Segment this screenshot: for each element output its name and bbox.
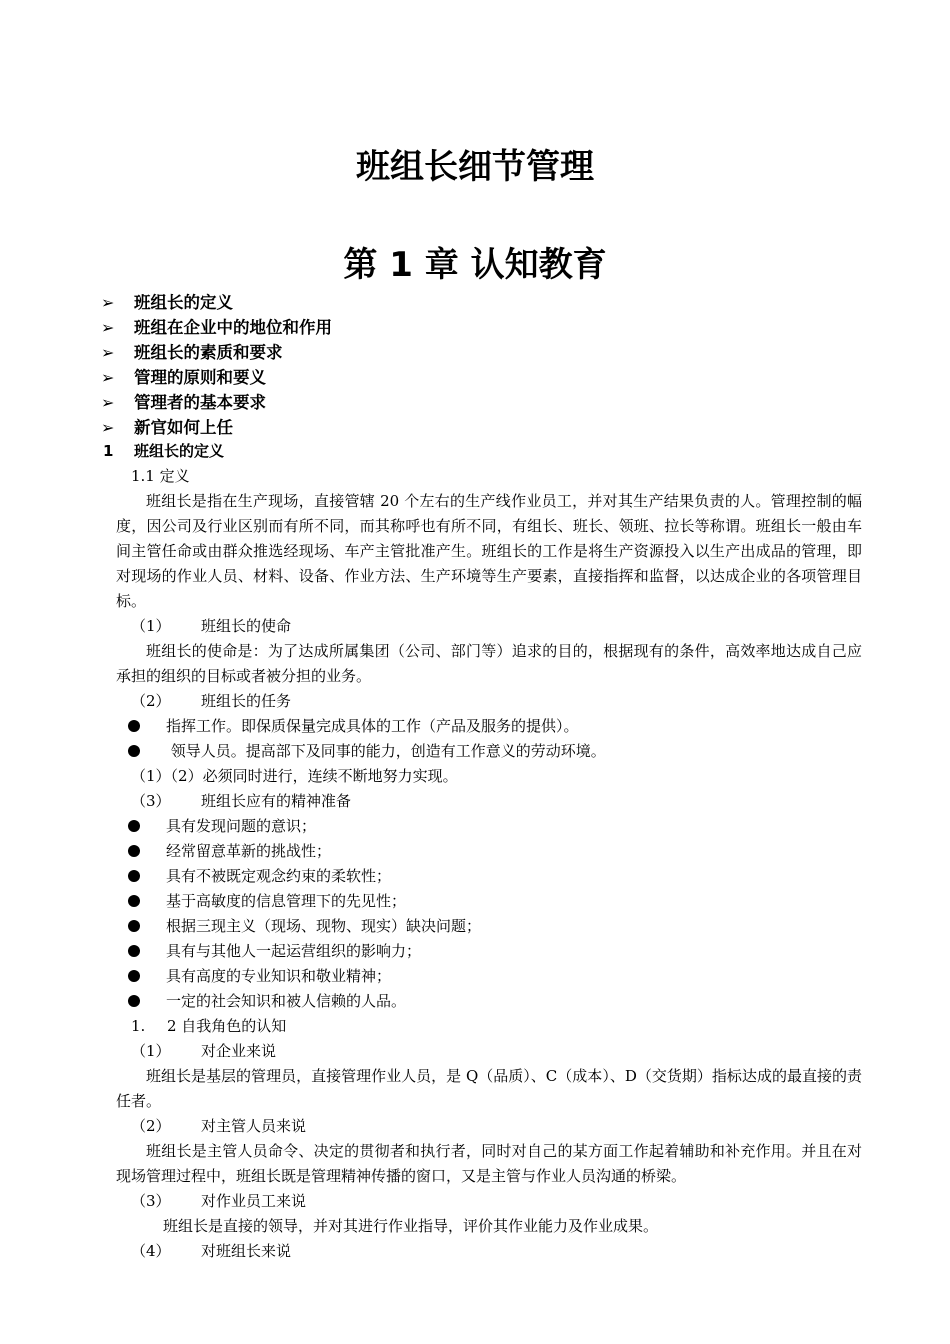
bullet-dot-icon bbox=[128, 870, 140, 882]
arrow-bullet-icon: ➢ bbox=[101, 368, 115, 387]
bullet-dot-icon bbox=[128, 945, 140, 957]
spirit-bullet: 经常留意革新的挑战性； bbox=[128, 839, 331, 864]
spirit-bullet: 根据三现主义（现场、现物、现实）缺决问题； bbox=[128, 914, 481, 939]
document-title: 班组长细节管理 bbox=[356, 147, 594, 187]
outline-item: ➢ 管理的原则和要义 bbox=[101, 365, 861, 390]
item-heading: （1） 对企业来说 bbox=[131, 1042, 277, 1060]
outline-item: ➢ 班组长的定义 bbox=[101, 290, 861, 315]
spirit-bullet: 基于高敏度的信息管理下的先见性； bbox=[128, 889, 406, 914]
supervisor-paragraph: 班组长是主管人员命令、决定的贯彻者和执行者，同时对自己的某方面工作起着辅助和补充作用。并且在对现场管理过程中，班组长既是管理精神传播的窗口，又是主管与作业人员沟通的桥梁。 bbox=[116, 1142, 862, 1185]
definition-paragraph: 班组长是指在生产现场，直接管辖 20 个左右的生产线作业员工，并对其生产结果负责的人。管理控制的幅度，因公司及行业区别而有所不同，而其称呼也有所不同，有组长、班长、领班、拉长等称谓。班组长一般由车间主管任命或由群众推选经现场、车产主管批准产生。班组长的工作是将生产资源投入以生产出成品的管理，即对现场的作业人员、材料、设备、作业方法、生产环境等生产要素，直接指挥和监督，以达成企业的各项管理目标。 bbox=[116, 492, 862, 610]
item-heading: （4） 对班组长来说 bbox=[131, 1242, 292, 1260]
spirit-bullet: 具有不被既定观念约束的柔软性； bbox=[128, 864, 391, 889]
bullet-dot-icon bbox=[128, 745, 140, 757]
subsection-heading: 1.1 定义 bbox=[131, 467, 190, 485]
item-heading: （3） 对作业员工来说 bbox=[131, 1192, 307, 1210]
outline-item: ➢ 班组长的素质和要求 bbox=[101, 340, 861, 365]
spirit-bullet: 具有发现问题的意识； bbox=[128, 814, 316, 839]
arrow-bullet-icon: ➢ bbox=[101, 393, 115, 412]
bullet-dot-icon bbox=[128, 845, 140, 857]
task-bullet: 领导人员。提高部下及同事的能力，创造有工作意义的劳动环境。 bbox=[128, 739, 606, 764]
mission-paragraph: 班组长的使命是：为了达成所属集团（公司、部门等）追求的目的，根据现有的条件，高效率地达成自己应承担的组织的目标或者被分担的业务。 bbox=[116, 642, 862, 685]
section-heading: 1 班组长的定义 bbox=[103, 442, 225, 460]
item-heading: （1） 班组长的使命 bbox=[131, 617, 292, 635]
task-bullet: 指挥工作。即保质保量完成具体的工作（产品及服务的提供）。 bbox=[128, 714, 579, 739]
bullet-dot-icon bbox=[128, 720, 140, 732]
task-note: （1）（2）必须同时进行，连续不断地努力实现。 bbox=[131, 767, 458, 785]
spirit-bullet: 具有高度的专业知识和敬业精神； bbox=[128, 964, 391, 989]
bullet-dot-icon bbox=[128, 995, 140, 1007]
chapter-outline bbox=[101, 290, 861, 440]
arrow-bullet-icon: ➢ bbox=[101, 343, 115, 362]
item-heading: （2） 班组长的任务 bbox=[131, 692, 292, 710]
enterprise-paragraph: 班组长是基层的管理员，直接管理作业人员，是 Q（品质）、C（成本）、D（交货期）指标达成的最直接的责任者。 bbox=[116, 1067, 862, 1110]
outline-item: ➢ 新官如何上任 bbox=[101, 415, 861, 440]
arrow-bullet-icon: ➢ bbox=[101, 293, 115, 312]
bullet-dot-icon bbox=[128, 895, 140, 907]
outline-item: ➢ 管理者的基本要求 bbox=[101, 390, 861, 415]
bullet-dot-icon bbox=[128, 820, 140, 832]
arrow-bullet-icon: ➢ bbox=[101, 318, 115, 337]
spirit-bullet: 一定的社会知识和被人信赖的人品。 bbox=[128, 989, 406, 1014]
item-heading: （2） 对主管人员来说 bbox=[131, 1117, 307, 1135]
bullet-dot-icon bbox=[128, 920, 140, 932]
arrow-bullet-icon: ➢ bbox=[101, 418, 115, 437]
item-heading: （3） 班组长应有的精神准备 bbox=[131, 792, 352, 810]
subsection-heading: 1. 2 自我角色的认知 bbox=[131, 1017, 287, 1035]
spirit-bullet: 具有与其他人一起运营组织的影响力； bbox=[128, 939, 421, 964]
bullet-dot-icon bbox=[128, 970, 140, 982]
outline-item: ➢ 班组在企业中的地位和作用 bbox=[101, 315, 861, 340]
worker-paragraph: 班组长是直接的领导，并对其进行作业指导，评价其作业能力及作业成果。 bbox=[163, 1217, 659, 1235]
chapter-title: 第 1 章 认知教育 bbox=[343, 245, 607, 285]
